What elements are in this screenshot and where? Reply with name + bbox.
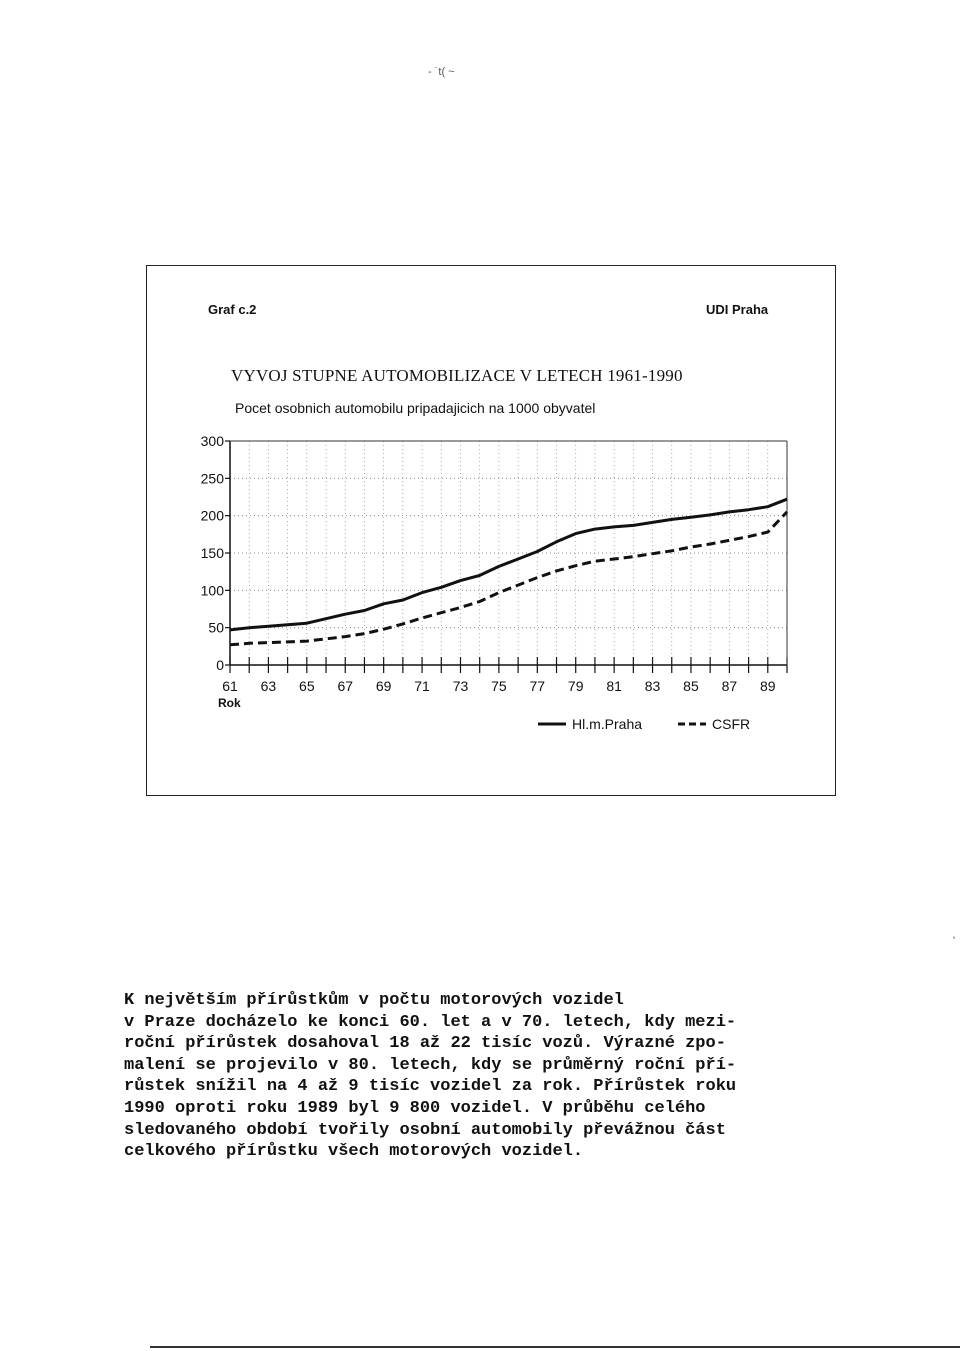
x-tick-label: 79 [567,678,584,694]
y-tick-label: 250 [200,470,224,487]
paragraph-line: roční přírůstek dosahoval 18 až 22 tisíc vozů. Výrazné zpo- [124,1034,726,1054]
body-paragraph [124,990,844,1163]
institution-label: UDI Praha [706,302,769,317]
chart-number-label: Graf c.2 [208,302,257,317]
legend-label-praha: Hl.m.Praha [572,716,643,732]
stray-mark-side: ' [953,935,956,947]
x-tick-label: 83 [644,678,661,694]
stray-mark-top: - ˙t( ~ [428,66,455,78]
paragraph-line: růstek snížil na 4 až 9 tisíc vozidel za rok. Přírůstek roku [124,1077,737,1097]
x-tick-label: 71 [414,678,430,694]
x-tick-label: 67 [337,678,354,694]
y-tick-label: 300 [200,433,224,449]
chart-title: VYVOJ STUPNE AUTOMOBILIZACE V LETECH 1961-1990 [231,366,683,385]
series-line-praha [230,499,787,630]
y-tick-label: 50 [208,619,224,636]
x-tick-label: 89 [760,678,776,694]
x-tick-label: 75 [491,678,507,694]
y-tick-label: 100 [200,582,224,599]
series-line-csfr [230,512,787,645]
x-tick-label: 65 [299,678,315,694]
x-tick-label: 63 [260,678,277,694]
legend-label-csfr: CSFR [712,716,751,732]
x-tick-label: 85 [683,678,699,694]
paragraph-line: K největším přírůstkům v počtu motorových vozidel [124,991,624,1010]
y-tick-label: 150 [200,545,224,561]
x-tick-label: 87 [721,678,738,694]
bottom-rule [150,1346,960,1348]
x-axis-label: Rok [218,696,241,710]
chart-subtitle: Pocet osobnich automobilu pripadajicich na 1000 obyvatel [235,400,596,416]
y-tick-label: 200 [200,507,224,524]
x-tick-label: 77 [529,678,546,694]
paragraph-line: celkového přírůstku všech motorových vozidel. [124,1142,584,1162]
x-tick-label: 61 [222,678,238,694]
paragraph-line: 1990 oproti roku 1989 byl 9 800 vozidel. V průběhu celého [124,1098,706,1118]
y-tick-label: 0 [216,657,224,673]
x-tick-label: 81 [606,678,622,694]
paragraph-line: malení se projevilo v 80. letech, kdy se průměrný roční pří- [124,1055,737,1075]
paragraph-line: v Praze docházelo ke konci 60. let a v 70. letech, kdy mezi- [124,1012,737,1032]
paragraph-line: sledovaného období tvořily osobní automobily převážnou část [124,1120,726,1140]
x-tick-label: 73 [452,678,469,694]
x-tick-label: 69 [375,678,392,694]
